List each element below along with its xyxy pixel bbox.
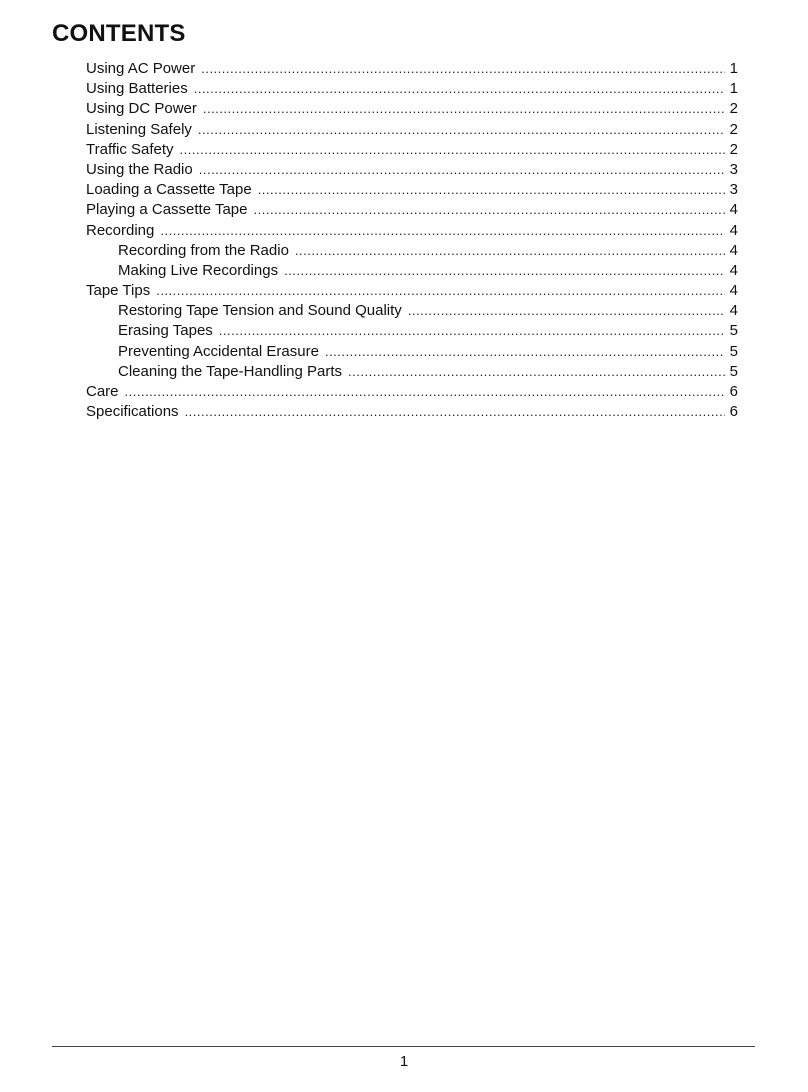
dot-leader (180, 140, 725, 160)
toc-entry-label: Listening Safely (86, 120, 192, 138)
toc-entry-label: Care (86, 383, 119, 400)
toc-entry[interactable] (86, 221, 738, 241)
toc-entry-page: 3 (729, 160, 738, 178)
dot-leader (258, 180, 725, 200)
toc-entry-label: Restoring Tape Tension and Sound Quality (118, 302, 402, 320)
dot-leader (325, 342, 725, 362)
toc-entry-label: Specifications (86, 403, 179, 421)
toc-entry-page: 4 (729, 261, 738, 279)
dot-leader (125, 382, 725, 402)
toc-entry[interactable] (86, 79, 738, 99)
footer-divider (52, 1046, 755, 1047)
toc-entry-page: 4 (729, 282, 738, 300)
toc-entry-label: Recording from the Radio (118, 241, 289, 259)
toc-entry-label: Tape Tips (86, 282, 151, 300)
toc-entry-page: 4 (729, 201, 738, 219)
toc-entry-page: 5 (729, 342, 738, 360)
toc-entry-label: Playing a Cassette Tape (86, 201, 248, 219)
toc-entry-label: Using the Radio (86, 160, 193, 178)
toc-entry-page: 2 (729, 120, 738, 138)
toc-entry-label: Recording (86, 221, 155, 239)
toc-entry[interactable] (86, 160, 738, 180)
toc-entry-page: 5 (729, 362, 738, 380)
page-number: 1 (399, 1053, 409, 1070)
toc-subentry[interactable] (86, 321, 738, 341)
dot-leader (219, 321, 725, 341)
toc-entry[interactable] (86, 382, 738, 402)
page-title: CONTENTS (52, 20, 186, 47)
toc-entry-page: 2 (729, 140, 738, 158)
dot-leader (254, 200, 726, 220)
toc-entry-page: 1 (729, 60, 738, 77)
toc-entry-page: 6 (729, 383, 738, 400)
toc-subentry[interactable] (86, 241, 738, 261)
toc-entry-page: 3 (729, 181, 738, 199)
dot-leader (348, 362, 725, 382)
toc-entry[interactable] (86, 120, 738, 140)
toc-subentry[interactable] (86, 362, 738, 382)
dot-leader (156, 281, 725, 301)
dot-leader (295, 241, 725, 261)
toc-entry[interactable] (86, 200, 738, 220)
toc-entry[interactable] (86, 180, 738, 200)
toc-entry-page: 4 (729, 302, 738, 320)
toc-entry-label: Making Live Recordings (118, 261, 279, 279)
table-of-contents (86, 59, 738, 422)
toc-entry[interactable] (86, 402, 738, 422)
toc-entry-label: Cleaning the Tape-Handling Parts (118, 362, 343, 380)
toc-entry-label: Preventing Accidental Erasure (118, 342, 319, 360)
dot-leader (160, 221, 725, 241)
toc-entry[interactable] (86, 140, 738, 160)
dot-leader (199, 160, 725, 180)
toc-entry[interactable] (86, 99, 738, 119)
dot-leader (408, 301, 725, 321)
toc-entry-page: 4 (729, 221, 738, 239)
dot-leader (185, 402, 725, 422)
toc-entry-label: Using AC Power (86, 60, 196, 77)
toc-subentry[interactable] (86, 301, 738, 321)
toc-subentry[interactable] (86, 342, 738, 362)
toc-entry-label: Erasing Tapes (118, 322, 213, 340)
toc-entry-page: 5 (729, 322, 738, 340)
toc-entry-page: 4 (729, 241, 738, 259)
dot-leader (203, 99, 725, 119)
dot-leader (194, 79, 725, 99)
toc-entry[interactable] (86, 281, 738, 301)
dot-leader (201, 59, 725, 79)
dot-leader (284, 261, 725, 281)
toc-entry-label: Loading a Cassette Tape (86, 181, 252, 199)
toc-entry-label: Traffic Safety (86, 140, 174, 158)
toc-entry[interactable] (86, 59, 738, 79)
toc-entry-page: 2 (729, 100, 738, 118)
toc-entry-page: 1 (729, 80, 738, 98)
toc-entry-label: Using DC Power (86, 100, 197, 118)
toc-entry-label: Using Batteries (86, 80, 188, 98)
toc-subentry[interactable] (86, 261, 738, 281)
dot-leader (198, 120, 725, 140)
toc-entry-page: 6 (729, 403, 738, 421)
